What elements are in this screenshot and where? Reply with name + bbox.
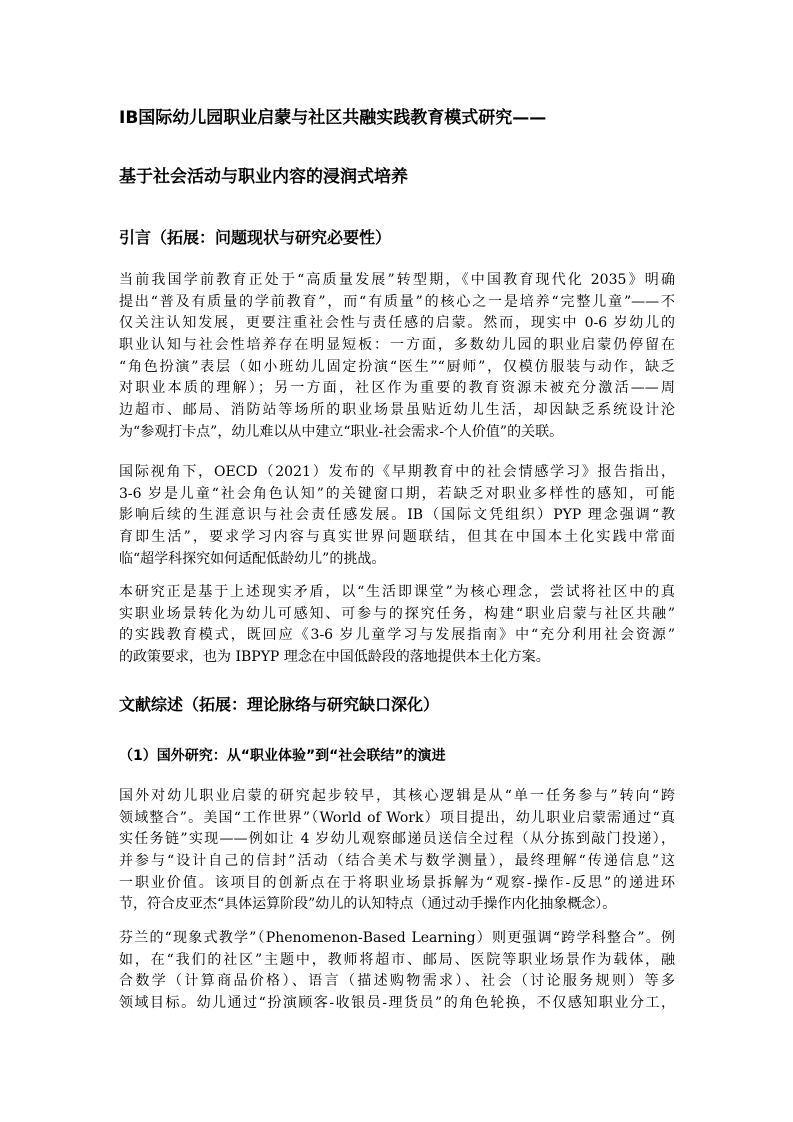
document-title-line-1: IB国际幼儿园职业启蒙与社区共融实践教育模式研究—— (119, 108, 547, 128)
text-line: 本研究正是基于上述现实矛盾，以“生活即课堂”为核心理念，尝试将社区中的真 (119, 584, 675, 600)
text-line: 对职业本质的理解）；另一方面，社区作为重要的教育资源未被充分激活——周 (119, 380, 675, 397)
text-line: 当前我国学前教育正处于“高质量发展”转型期，《中国教育现代化 2035》明确 (119, 272, 675, 288)
intro-paragraph-2 (119, 462, 675, 570)
text-line: 并参与“设计自己的信封”活动（结合美术与数学测量），最终理解“传递信息”这 (119, 853, 675, 870)
document-title-line-2: 基于社会活动与职业内容的浸润式培养 (119, 167, 408, 187)
text-line: 一职业价值。该项目的创新点在于将职业场景拆解为“观察-操作-反思”的递进环 (119, 874, 675, 891)
text-line: 提出“普及有质量的学前教育”，而“有质量”的核心之一是培养“完整儿童”——不 (119, 293, 675, 310)
subsection-heading-international-research: （1）国外研究：从“职业体验”到“社会联结”的演进 (119, 748, 446, 764)
text-line: 的政策要求，也为 IBPYP 理念在中国低龄段的落地提供本土化方案。 (119, 649, 550, 666)
text-line: 节，符合皮亚杰“具体运算阶段”幼儿的认知特点（通过动手操作内化抽象概念）。 (119, 896, 617, 913)
text-line: “角色扮演”表层（如小班幼儿固定扮演“医生”“厨师”，仅模仿服装与动作，缺乏 (119, 358, 675, 375)
text-line: 仅关注认知发展，更要注重社会性与责任感的启蒙。然而，现实中 0-6 岁幼儿的 (119, 315, 675, 332)
intro-paragraph-1 (119, 270, 675, 444)
text-line: 实任务链”实现——例如让 4 岁幼儿观察邮递员送信全过程（从分拣到敲门投递）， (119, 831, 675, 848)
text-line: 的实践教育模式，既回应《3-6 岁儿童学习与发展指南》中“充分利用社会资源” (119, 627, 675, 644)
text-line: 育即生活”，要求学习内容与真实世界问题联结，但其在中国本土化实践中常面 (119, 529, 675, 546)
text-line: 芬兰的“现象式教学”（Phenomenon-Based Learning）则更强调“跨学科整合”。例 (119, 930, 675, 946)
text-line: 如，在“我们的社区”主题中，教师将超市、邮局、医院等职业场景作为载体，融 (119, 951, 675, 968)
text-line: 为“参观打卡点”，幼儿难以从中建立“职业-社会需求-个人价值”的关联。 (119, 423, 564, 440)
literature-paragraph-2 (119, 928, 675, 1015)
text-line: 3-6 岁是儿童“社会角色认知”的关键窗口期，若缺乏对职业多样性的感知，可能 (119, 485, 675, 502)
literature-paragraph-1 (119, 786, 675, 916)
text-line: 影响后续的生涯意识与社会责任感发展。IB（国际文凭组织）PYP 理念强调“教 (119, 507, 675, 524)
section-heading-introduction: 引言（拓展：问题现状与研究必要性） (119, 228, 392, 247)
text-line: 临“超学科探究如何适配低龄幼儿”的挑战。 (119, 550, 386, 567)
text-line: 合数学（计算商品价格）、语言（描述购物需求）、社会（讨论服务规则）等多 (119, 973, 675, 990)
text-line: 领域整合”。美国“工作世界”（World of Work）项目提出，幼儿职业启蒙需通过“真 (119, 809, 675, 826)
intro-paragraph-3 (119, 582, 675, 669)
text-line: 国际视角下，OECD（2021）发布的《早期教育中的社会情感学习》报告指出， (119, 464, 675, 480)
text-line: 国外对幼儿职业启蒙的研究起步较早，其核心逻辑是从“单一任务参与”转向“跨 (119, 788, 675, 804)
text-line: 实职业场景转化为幼儿可感知、可参与的探究任务，构建“职业启蒙与社区共融” (119, 605, 675, 622)
text-line: 领域目标。幼儿通过“扮演顾客-收银员-理货员”的角色轮换，不仅感知职业分工， (119, 995, 675, 1012)
section-heading-literature-review: 文献综述（拓展：理论脉络与研究缺口深化） (119, 695, 440, 714)
text-line: 职业认知与社会性培养存在明显短板：一方面，多数幼儿园的职业启蒙仍停留在 (119, 337, 675, 354)
text-line: 边超市、邮局、消防站等场所的职业场景虽贴近幼儿生活，却因缺乏系统设计沦 (119, 402, 675, 419)
